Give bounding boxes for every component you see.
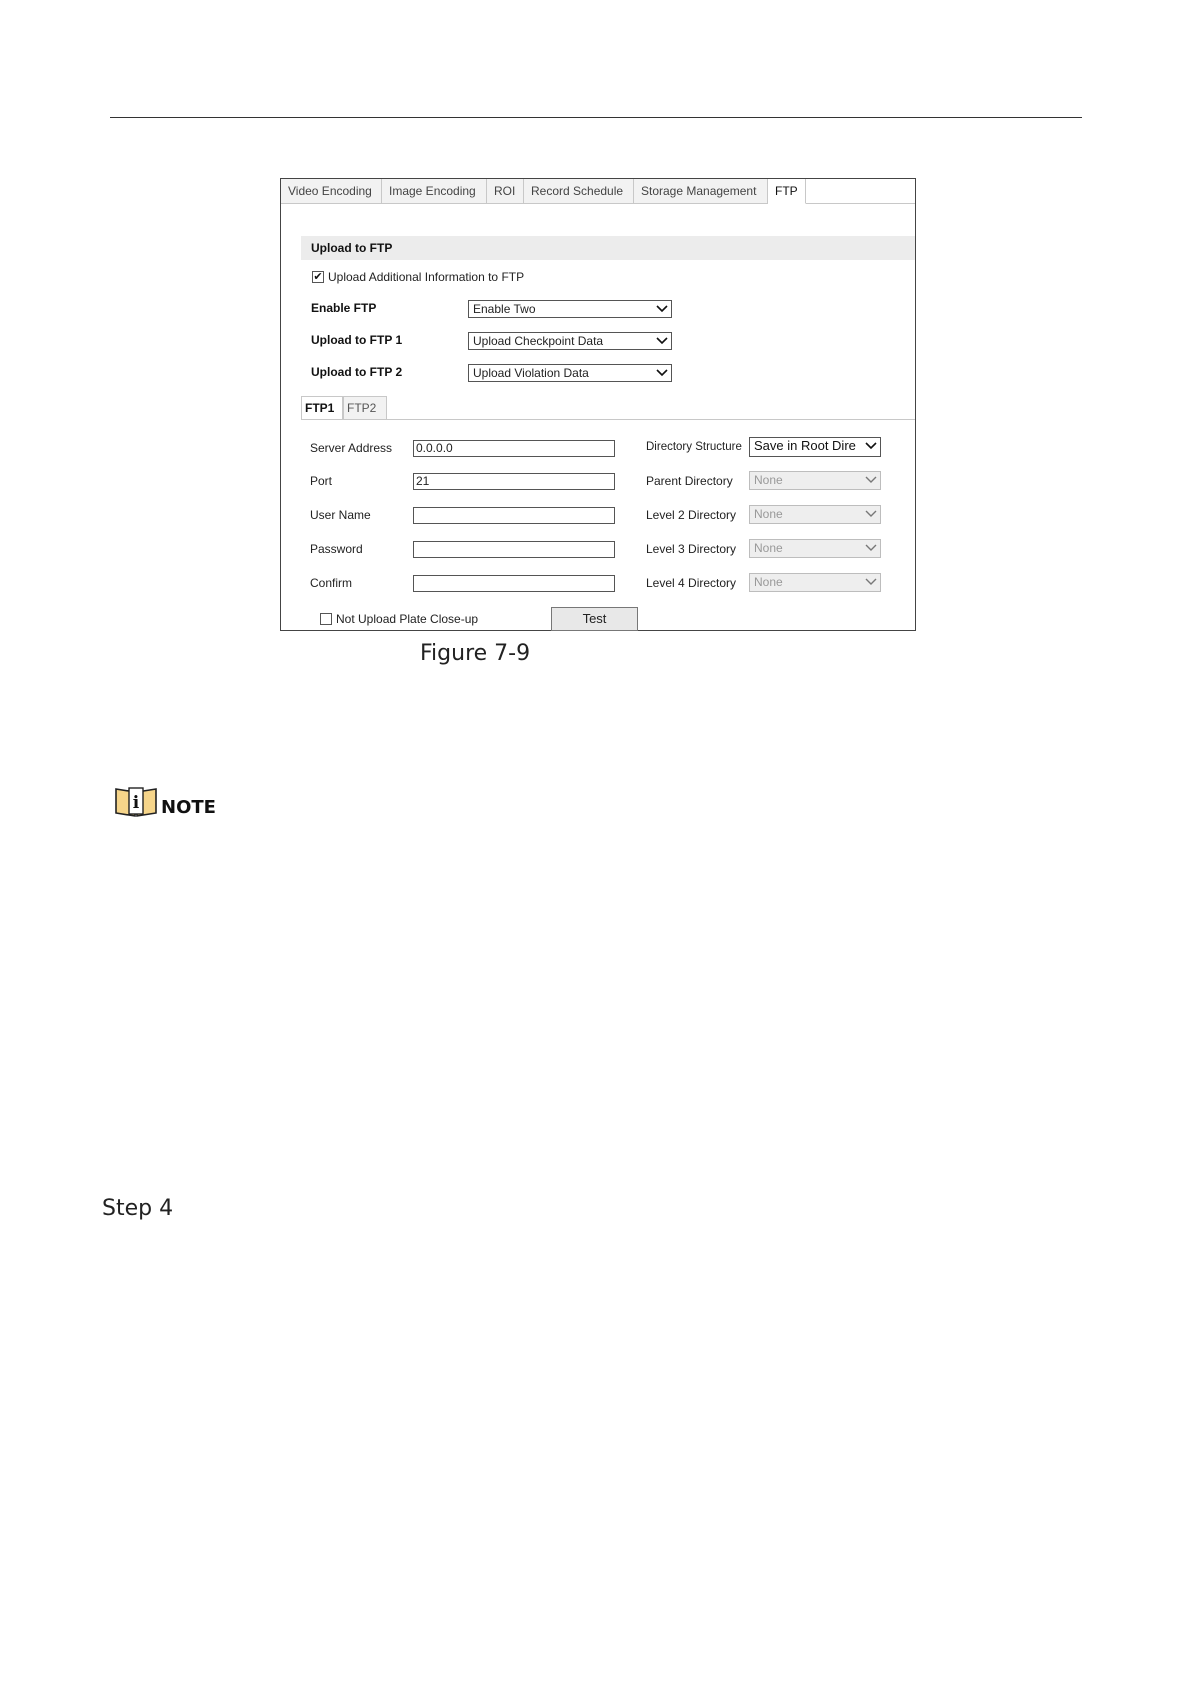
upload-ftp1-value: Upload Checkpoint Data — [473, 334, 604, 348]
user-name-label: User Name — [310, 508, 371, 522]
password-label: Password — [310, 542, 363, 556]
upload-ftp1-select[interactable] — [468, 332, 672, 350]
chevron-down-icon — [865, 540, 877, 556]
figure-caption: Figure 7-9 — [420, 641, 531, 666]
tab-record-schedule[interactable]: Record Schedule — [524, 179, 634, 204]
chevron-down-icon — [656, 365, 668, 381]
upload-ftp2-select[interactable] — [468, 364, 672, 382]
step-label: Step 4 — [102, 1196, 174, 1221]
enable-ftp-value: Enable Two — [473, 302, 536, 316]
tab-ftp[interactable]: FTP — [768, 179, 806, 204]
level4-directory-select[interactable] — [749, 573, 881, 592]
port-label: Port — [310, 474, 333, 488]
confirm-label: Confirm — [310, 576, 353, 590]
level2-directory-value: None — [754, 507, 783, 521]
level2-directory-label: Level 2 Directory — [646, 508, 737, 522]
tab-roi[interactable]: ROI — [487, 179, 524, 204]
upload-ftp1-label: Upload to FTP 1 — [311, 333, 403, 347]
chevron-down-icon — [865, 438, 877, 454]
chevron-down-icon — [865, 506, 877, 522]
confirm-input[interactable] — [413, 575, 615, 592]
subtab-ftp1[interactable]: FTP1 — [301, 396, 343, 419]
subtab-ftp2[interactable]: FTP2 — [343, 396, 387, 419]
upload-additional-checkbox[interactable]: ✔ — [313, 271, 323, 283]
port-input[interactable]: 21 — [413, 473, 615, 490]
parent-directory-select[interactable] — [749, 471, 881, 490]
not-upload-plate-label: Not Upload Plate Close-up — [336, 612, 479, 626]
upload-additional-label: Upload Additional Information to FTP — [328, 270, 525, 284]
upload-ftp2-value: Upload Violation Data — [473, 366, 589, 380]
parent-directory-value: None — [754, 473, 783, 487]
level3-directory-value: None — [754, 541, 783, 555]
chevron-down-icon — [865, 574, 877, 590]
level3-directory-select[interactable] — [749, 539, 881, 558]
test-button[interactable]: Test — [551, 607, 638, 631]
password-input[interactable] — [413, 541, 615, 558]
ftp-subtabs — [301, 396, 387, 419]
upload-ftp2-label: Upload to FTP 2 — [311, 365, 403, 379]
page-header-rule — [110, 117, 1082, 118]
enable-ftp-label: Enable FTP — [311, 301, 377, 315]
note-label: NOTE — [161, 797, 216, 818]
tab-storage-management[interactable]: Storage Management — [634, 179, 768, 204]
server-address-label: Server Address — [310, 441, 393, 455]
tab-video-encoding[interactable]: Video Encoding — [281, 179, 382, 204]
server-address-input[interactable]: 0.0.0.0 — [413, 440, 615, 457]
directory-structure-select[interactable] — [749, 437, 881, 457]
parent-directory-label: Parent Directory — [646, 474, 733, 488]
enable-ftp-select[interactable] — [468, 300, 672, 318]
chevron-down-icon — [865, 472, 877, 488]
section-title-upload-to-ftp: Upload to FTP — [301, 236, 915, 260]
user-name-input[interactable] — [413, 507, 615, 524]
tab-bar — [281, 179, 806, 204]
level2-directory-select[interactable] — [749, 505, 881, 524]
chevron-down-icon — [656, 333, 668, 349]
note-book-icon — [114, 786, 158, 818]
level4-directory-label: Level 4 Directory — [646, 576, 737, 590]
note-icon-glyph: i — [132, 793, 140, 813]
tab-image-encoding[interactable]: Image Encoding — [382, 179, 487, 204]
ftp-settings-screenshot — [280, 178, 916, 631]
subtab-rule — [301, 419, 915, 420]
chevron-down-icon — [656, 301, 668, 317]
directory-structure-label: Directory Structure — [646, 441, 742, 453]
level4-directory-value: None — [754, 575, 783, 589]
not-upload-plate-checkbox[interactable] — [320, 613, 332, 625]
level3-directory-label: Level 3 Directory — [646, 542, 737, 556]
directory-structure-value: Save in Root Dire — [754, 438, 856, 453]
